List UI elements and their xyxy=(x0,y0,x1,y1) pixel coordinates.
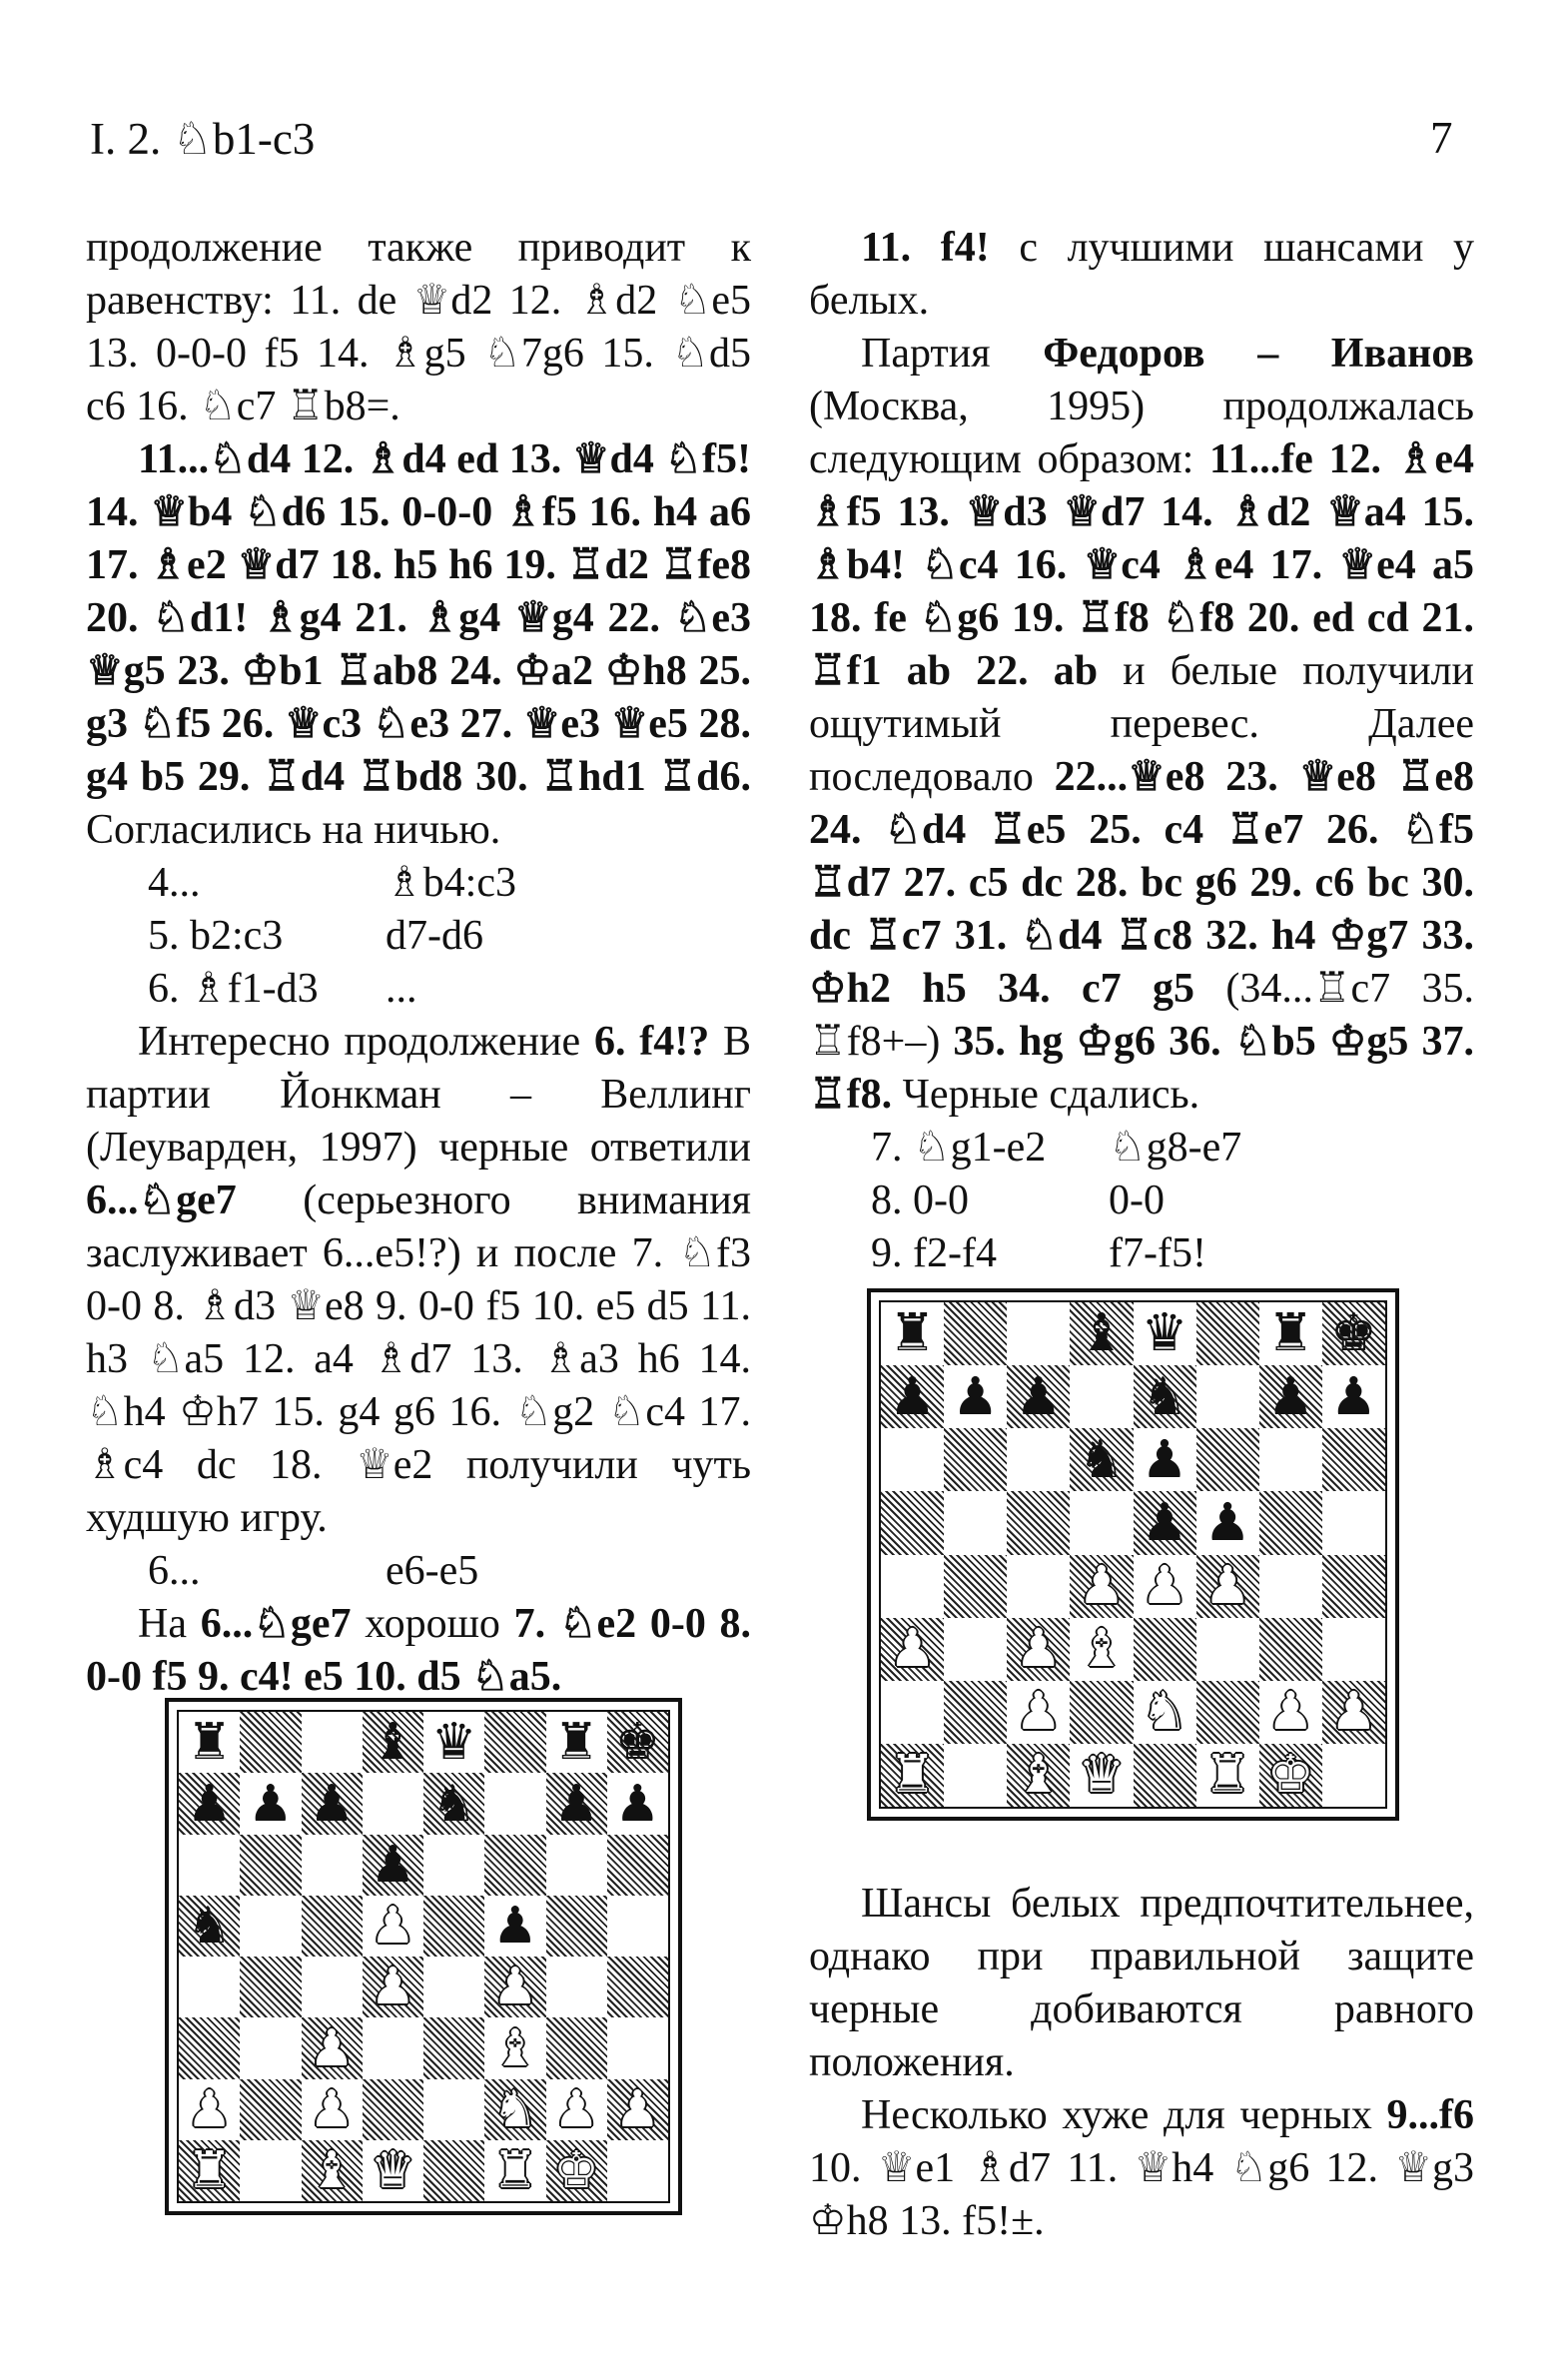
board-square xyxy=(607,2079,668,2140)
board-square xyxy=(607,1835,668,1896)
board-square xyxy=(546,2017,607,2078)
board-square xyxy=(302,1835,363,1896)
board-square xyxy=(240,2079,301,2140)
paragraph: Шансы белых предпочтительнее, однако при правильной защите черные добиваются равного положения. xyxy=(809,1881,1474,2085)
white-king-icon: ♚ xyxy=(1266,1745,1314,1806)
board-square xyxy=(881,1744,944,1807)
paragraph: Интересно продолжение 6. f4!? В партии Йонкман – Веллинг (Леуварден, 1997) черные ответили 6...♘ge7 (серьезного внимания заслуживает 6...e5!?) и после 7. ♘f3 0-0 8. ♗d3 ♕e8 9. 0-0 f5 10. e5 d5 11. h3 ♘a5 12. a4 ♗d7 13. ♗a3 h6 14. ♘h4 ♔h7 15. g4 g6 16. ♘g2 ♘c4 17. ♗c4 dc 18. ♕e2 получили чуть худшую игру. xyxy=(86,1019,752,1541)
black-bishop-icon: ♝ xyxy=(1078,1303,1126,1364)
board-square xyxy=(1196,1618,1259,1681)
board-square xyxy=(1259,1428,1322,1491)
move-row xyxy=(86,857,751,910)
black-move: ♗b4:c3 xyxy=(386,860,516,906)
black-king-icon: ♚ xyxy=(1330,1303,1377,1364)
white-move: 4... xyxy=(148,860,201,906)
white-bishop-icon: ♝ xyxy=(1015,1745,1063,1806)
white-pawn-icon: ♟ xyxy=(309,2078,355,2138)
board-square xyxy=(363,1957,423,2017)
board-square xyxy=(1007,1491,1070,1554)
white-move: 5. b2:c3 xyxy=(148,913,284,959)
board-square xyxy=(881,1428,944,1491)
move-list xyxy=(86,1545,751,1598)
board-square xyxy=(881,1365,944,1428)
board-square xyxy=(1322,1428,1385,1491)
board-square xyxy=(546,1896,607,1957)
board-square xyxy=(944,1618,1007,1681)
chess-diagram-right xyxy=(867,1288,1399,1821)
white-move: 6... xyxy=(148,1548,201,1594)
board-square xyxy=(546,1773,607,1834)
board-square xyxy=(944,1428,1007,1491)
board-square xyxy=(607,1957,668,2017)
black-knight-icon: ♞ xyxy=(1141,1366,1188,1427)
white-move: 7. ♘g1-e2 xyxy=(871,1125,1047,1171)
black-pawn-icon: ♟ xyxy=(614,1773,661,1833)
board-square xyxy=(546,1835,607,1896)
board-square xyxy=(881,1681,944,1744)
white-pawn-icon: ♟ xyxy=(1203,1555,1251,1616)
board-square xyxy=(1322,1744,1385,1807)
board-square xyxy=(881,1555,944,1618)
move-row xyxy=(809,1227,1474,1280)
black-bishop-icon: ♝ xyxy=(370,1712,416,1772)
board-square xyxy=(1259,1491,1322,1554)
board-square xyxy=(423,1896,484,1957)
move-row xyxy=(809,1175,1474,1227)
board-square xyxy=(1322,1491,1385,1554)
board-square xyxy=(1322,1618,1385,1681)
black-queen-icon: ♛ xyxy=(430,1712,477,1772)
board-square xyxy=(179,2140,240,2201)
board-square xyxy=(1259,1365,1322,1428)
board-square xyxy=(1134,1555,1196,1618)
white-pawn-icon: ♟ xyxy=(1015,1682,1063,1743)
board-square xyxy=(302,1957,363,2017)
board-square xyxy=(484,1773,545,1834)
white-bishop-icon: ♝ xyxy=(1078,1619,1126,1680)
board-square xyxy=(607,2017,668,2078)
board-square xyxy=(1134,1618,1196,1681)
board-square xyxy=(1259,1744,1322,1807)
board-square xyxy=(881,1302,944,1365)
black-king-icon: ♚ xyxy=(614,1712,661,1772)
board-square xyxy=(302,2140,363,2201)
white-knight-icon: ♞ xyxy=(1141,1682,1188,1743)
board-square xyxy=(944,1302,1007,1365)
white-rook-icon: ♜ xyxy=(889,1745,936,1806)
board-square xyxy=(1322,1681,1385,1744)
black-rook-icon: ♜ xyxy=(553,1712,599,1772)
board-square xyxy=(423,1712,484,1773)
board-square xyxy=(881,1618,944,1681)
black-move: d7-d6 xyxy=(386,913,483,959)
white-queen-icon: ♛ xyxy=(370,2140,416,2200)
board-square xyxy=(363,1835,423,1896)
black-move: f7-f5! xyxy=(1109,1230,1206,1276)
board-square xyxy=(423,2079,484,2140)
board-square xyxy=(1322,1302,1385,1365)
board-square xyxy=(179,1835,240,1896)
board-square xyxy=(179,2079,240,2140)
black-rook-icon: ♜ xyxy=(186,1712,233,1772)
board-square xyxy=(546,1712,607,1773)
board-square xyxy=(1322,1365,1385,1428)
board-square xyxy=(1259,1681,1322,1744)
left-column xyxy=(86,222,751,1704)
board-square xyxy=(363,2079,423,2140)
white-king-icon: ♚ xyxy=(553,2140,599,2200)
board-square xyxy=(240,1896,301,1957)
white-bishop-icon: ♝ xyxy=(492,2017,538,2077)
board-square xyxy=(484,2017,545,2078)
white-pawn-icon: ♟ xyxy=(614,2078,661,2138)
white-move: 9. f2-f4 xyxy=(871,1230,997,1276)
board-square xyxy=(1322,1555,1385,1618)
board-square xyxy=(423,2140,484,2201)
board-square xyxy=(1070,1618,1133,1681)
black-knight-icon: ♞ xyxy=(430,1773,477,1833)
black-move: e6-e5 xyxy=(386,1548,479,1594)
right-column xyxy=(809,222,1474,1280)
board-square xyxy=(179,2017,240,2078)
board-square xyxy=(240,2140,301,2201)
board-square xyxy=(1134,1302,1196,1365)
black-pawn-icon: ♟ xyxy=(309,1773,355,1833)
white-pawn-icon: ♟ xyxy=(1015,1619,1063,1680)
board-square xyxy=(363,1712,423,1773)
board-square xyxy=(1259,1618,1322,1681)
white-pawn-icon: ♟ xyxy=(889,1619,936,1680)
board-square xyxy=(484,1896,545,1957)
board-square xyxy=(1007,1365,1070,1428)
board-square xyxy=(944,1555,1007,1618)
paragraph: 11...♘d4 12. ♗d4 ed 13. ♕d4 ♘f5! 14. ♕b4 ♘d6 15. 0-0-0 ♗f5 16. h4 a6 17. ♗e2 ♕d7 18. h5 h6 19. ♖d2 ♖fe8 20. ♘d1! ♗g4 21. ♗g4 ♕g4 22. ♘e3 ♕g5 23. ♔b1 ♖ab8 24. ♔a2 ♔h8 25. g3 ♘f5 26. ♕c3 ♘e3 27. ♕e3 ♕e5 28. g4 b5 29. ♖d4 ♖bd8 30. ♖hd1 ♖d6. Согласились на ничью. xyxy=(86,436,751,853)
board-square xyxy=(607,1773,668,1834)
board-square xyxy=(1007,1618,1070,1681)
black-pawn-icon: ♟ xyxy=(553,1773,599,1833)
board-square xyxy=(1134,1365,1196,1428)
board-square xyxy=(363,1896,423,1957)
black-pawn-icon: ♟ xyxy=(1266,1366,1314,1427)
board-square xyxy=(1259,1555,1322,1618)
black-rook-icon: ♜ xyxy=(889,1303,936,1364)
white-pawn-icon: ♟ xyxy=(1141,1555,1188,1616)
board-square xyxy=(1196,1681,1259,1744)
board-square xyxy=(1070,1365,1133,1428)
paragraph: 11. f4! с лучшими шансами у белых. xyxy=(809,225,1475,324)
black-pawn-icon: ♟ xyxy=(370,1834,416,1894)
board-square xyxy=(546,2140,607,2201)
board-square xyxy=(363,2017,423,2078)
board-square xyxy=(240,1712,301,1773)
board-square xyxy=(1070,1681,1133,1744)
white-pawn-icon: ♟ xyxy=(370,1896,416,1956)
board-square xyxy=(1196,1302,1259,1365)
black-pawn-icon: ♟ xyxy=(1141,1429,1188,1490)
board-square xyxy=(179,1712,240,1773)
black-pawn-icon: ♟ xyxy=(1015,1366,1063,1427)
white-bishop-icon: ♝ xyxy=(309,2140,355,2200)
chess-diagram-left xyxy=(165,1698,682,2215)
board-square xyxy=(240,1957,301,2017)
black-queen-icon: ♛ xyxy=(1141,1303,1188,1364)
board-square xyxy=(484,1712,545,1773)
black-move: ♘g8-e7 xyxy=(1109,1125,1242,1171)
white-pawn-icon: ♟ xyxy=(492,1957,538,2016)
black-pawn-icon: ♟ xyxy=(1330,1366,1377,1427)
board-square xyxy=(302,2079,363,2140)
board-square xyxy=(179,1957,240,2017)
black-pawn-icon: ♟ xyxy=(1141,1492,1188,1553)
black-pawn-icon: ♟ xyxy=(248,1773,294,1833)
black-rook-icon: ♜ xyxy=(1266,1303,1314,1364)
board-square xyxy=(1196,1744,1259,1807)
black-knight-icon: ♞ xyxy=(186,1896,233,1956)
black-move: 0-0 xyxy=(1109,1178,1165,1223)
white-pawn-icon: ♟ xyxy=(309,2017,355,2077)
board-square xyxy=(1070,1302,1133,1365)
white-rook-icon: ♜ xyxy=(1203,1745,1251,1806)
board-square xyxy=(423,1957,484,2017)
white-queen-icon: ♛ xyxy=(1078,1745,1126,1806)
black-pawn-icon: ♟ xyxy=(186,1773,233,1833)
board-square xyxy=(423,1835,484,1896)
board-square xyxy=(1070,1744,1133,1807)
board-square xyxy=(607,1896,668,1957)
board-square xyxy=(484,2079,545,2140)
board-square xyxy=(240,1773,301,1834)
board-square xyxy=(1196,1428,1259,1491)
white-pawn-icon: ♟ xyxy=(1266,1682,1314,1743)
white-pawn-icon: ♟ xyxy=(370,1957,416,2016)
board-square xyxy=(944,1681,1007,1744)
board-square xyxy=(1070,1428,1133,1491)
board-square xyxy=(1134,1744,1196,1807)
board-square xyxy=(607,1712,668,1773)
black-pawn-icon: ♟ xyxy=(952,1366,1000,1427)
move-row xyxy=(86,963,751,1016)
move-row xyxy=(809,1122,1474,1175)
board-square xyxy=(179,1896,240,1957)
board-square xyxy=(484,2140,545,2201)
board-square xyxy=(1134,1681,1196,1744)
paragraph: Несколько хуже для черных 9...f6 10. ♕e1 ♗d7 11. ♕h4 ♘g6 12. ♕g3 ♔h8 13. f5!±. xyxy=(809,2092,1474,2244)
board-square xyxy=(1196,1491,1259,1554)
right-column-lower xyxy=(809,1878,1474,2248)
black-knight-icon: ♞ xyxy=(1078,1429,1126,1490)
white-rook-icon: ♜ xyxy=(186,2140,233,2200)
black-move: ... xyxy=(386,966,417,1012)
move-row xyxy=(86,910,751,963)
board-square xyxy=(1134,1428,1196,1491)
board-square xyxy=(240,1835,301,1896)
white-move: 6. ♗f1-d3 xyxy=(148,966,319,1012)
white-pawn-icon: ♟ xyxy=(186,2078,233,2138)
board-square xyxy=(302,2017,363,2078)
board-square xyxy=(1007,1681,1070,1744)
board-square xyxy=(1007,1302,1070,1365)
board-square xyxy=(944,1491,1007,1554)
board-square xyxy=(607,2140,668,2201)
move-row xyxy=(86,1545,751,1598)
white-move: 8. 0-0 xyxy=(871,1178,969,1223)
white-pawn-icon: ♟ xyxy=(1078,1555,1126,1616)
board-square xyxy=(484,1957,545,2017)
board-square xyxy=(1007,1555,1070,1618)
white-rook-icon: ♜ xyxy=(492,2140,538,2200)
board-square xyxy=(944,1744,1007,1807)
black-pawn-icon: ♟ xyxy=(889,1366,936,1427)
black-pawn-icon: ♟ xyxy=(492,1896,538,1956)
board-square xyxy=(179,1773,240,1834)
board-square xyxy=(423,1773,484,1834)
board-square xyxy=(1070,1555,1133,1618)
board-square xyxy=(944,1365,1007,1428)
board-square xyxy=(240,2017,301,2078)
move-list xyxy=(86,857,751,1016)
board-square xyxy=(423,2017,484,2078)
black-pawn-icon: ♟ xyxy=(1203,1492,1251,1553)
board-square xyxy=(363,1773,423,1834)
paragraph: На 6...♘ge7 хорошо 7. ♘e2 0-0 8. 0-0 f5 9. c4! e5 10. d5 ♘a5. xyxy=(86,1601,752,1700)
board-square xyxy=(1134,1491,1196,1554)
board-square xyxy=(1007,1428,1070,1491)
board-square xyxy=(1196,1365,1259,1428)
board-square xyxy=(546,1957,607,2017)
board-square xyxy=(302,1773,363,1834)
running-header: I. 2. ♘b1-c3 xyxy=(90,114,316,164)
board-square xyxy=(881,1491,944,1554)
paragraph: продолжение также приводит к равенству: 11. de ♕d2 12. ♗d2 ♘e5 13. 0-0-0 f5 14. ♗g5 ♘7g6 15. ♘d5 c6 16. ♘c7 ♖b8=. xyxy=(86,225,751,429)
board-square xyxy=(302,1712,363,1773)
move-list xyxy=(809,1122,1474,1280)
board-square xyxy=(1259,1302,1322,1365)
board-square xyxy=(484,1835,545,1896)
board-square xyxy=(546,2079,607,2140)
white-knight-icon: ♞ xyxy=(492,2078,538,2138)
white-pawn-icon: ♟ xyxy=(1330,1682,1377,1743)
page-number: 7 xyxy=(1430,113,1453,163)
board-square xyxy=(1196,1555,1259,1618)
paragraph: Партия Федоров – Иванов (Москва, 1995) продолжалась следующим образом: 11...fe 12. ♗e4 ♗f5 13. ♕d3 ♕d7 14. ♗d2 ♕a4 15. ♗b4! ♘c4 16. ♕c4 ♗e4 17. ♕e4 a5 18. fe ♘g6 19. ♖f8 ♘f8 20. ed cd 21. ♖f1 ab 22. ab и белые получили ощутимый перевес. Далее последовало 22...♕e8 23. ♕e8 ♖e8 24. ♘d4 ♖e5 25. c4 ♖e7 26. ♘f5 ♖d7 27. c5 dc 28. bc g6 29. c6 bc 30. dc ♖c7 31. ♘d4 ♖c8 32. h4 ♔g7 33. ♔h2 h5 34. c7 g5 (34...♖c7 35. ♖f8+–) 35. hg ♔g6 36. ♘b5 ♔g5 37. ♖f8. Черные сдались. xyxy=(809,331,1475,1118)
board-square xyxy=(363,2140,423,2201)
white-pawn-icon: ♟ xyxy=(553,2078,599,2138)
board-square xyxy=(1007,1744,1070,1807)
board-square xyxy=(302,1896,363,1957)
board-square xyxy=(1070,1491,1133,1554)
